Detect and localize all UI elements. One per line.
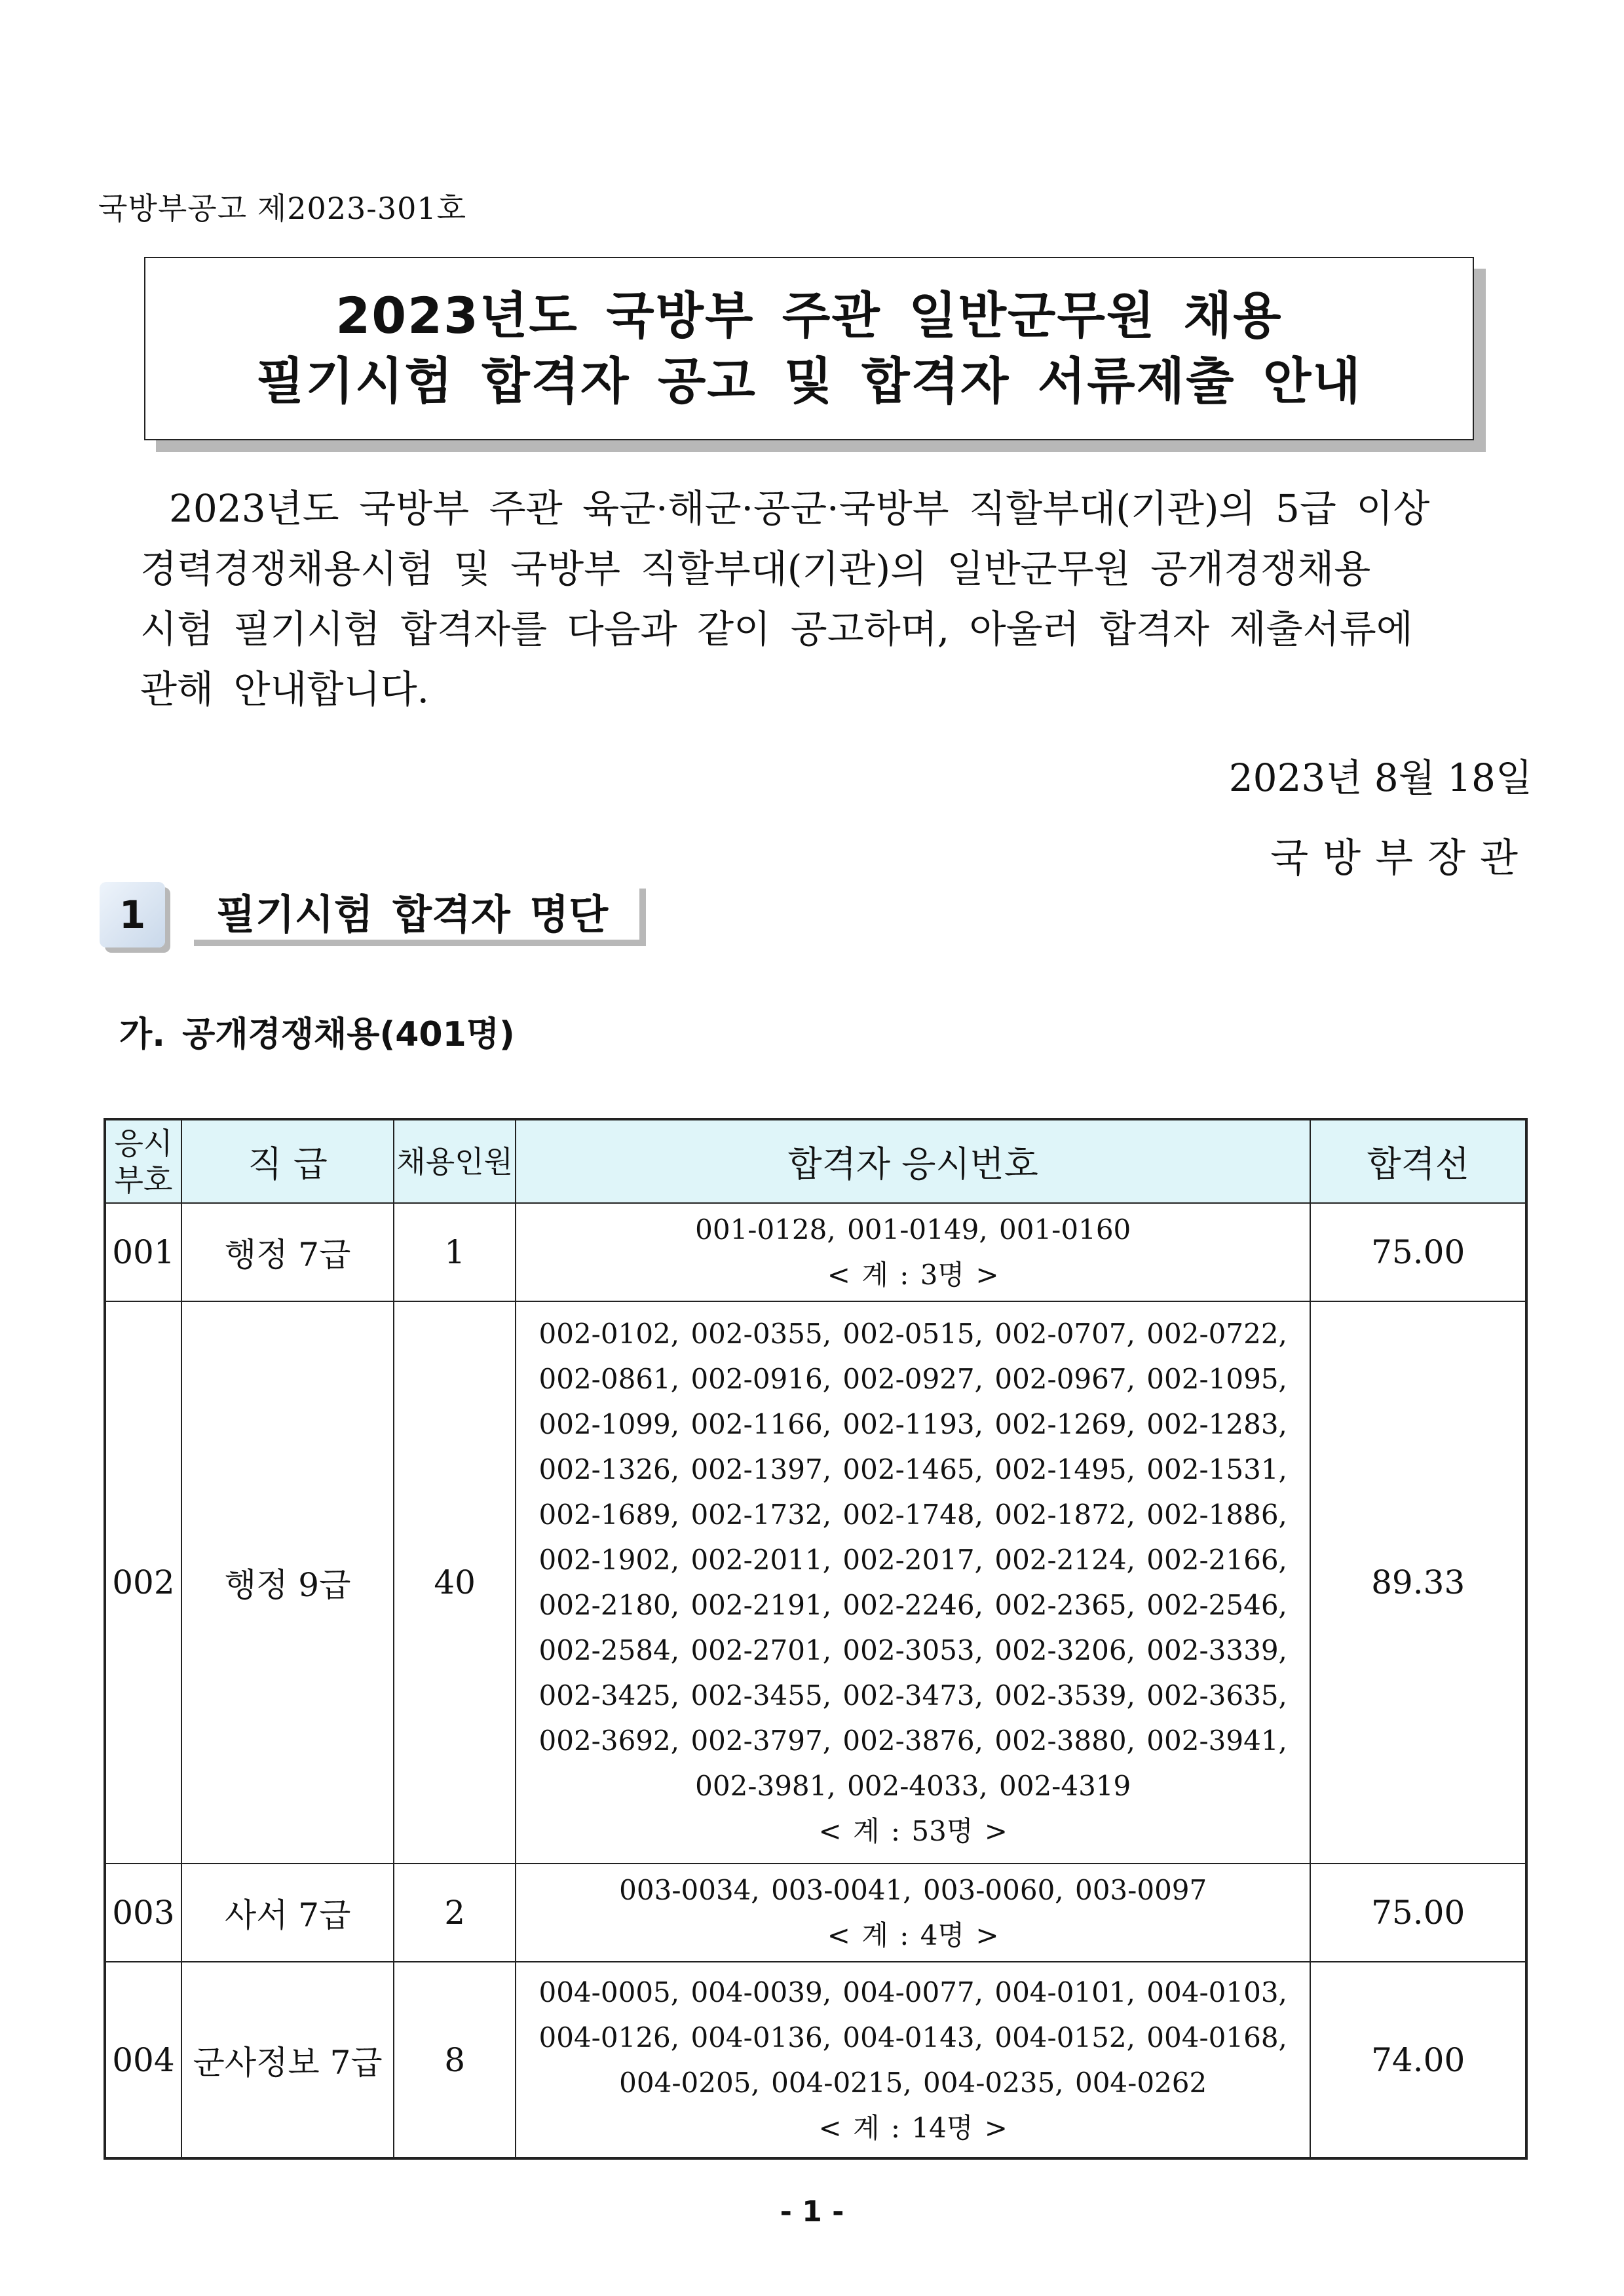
cell-numbers bbox=[516, 1301, 1310, 1864]
number-line: 002-3981, 002-4033, 002-4319 bbox=[695, 1770, 1131, 1802]
header-numbers: 합격자 응시번호 bbox=[516, 1119, 1310, 1203]
section-number-badge: 1 bbox=[100, 882, 165, 947]
intro-paragraph bbox=[140, 478, 1532, 719]
title-line-2: 필기시험 합격자 공고 및 합격자 서류제출 안내 bbox=[256, 352, 1362, 410]
cell-numbers bbox=[516, 1203, 1310, 1301]
intro-line: 경력경쟁채용시험 및 국방부 직할부대(기관)의 일반군무원 공개경쟁채용 bbox=[140, 546, 1371, 591]
title-box bbox=[144, 257, 1474, 440]
table-row bbox=[105, 1301, 1526, 1864]
header-code: 응시부호 bbox=[105, 1119, 181, 1203]
number-line: 002-2180, 002-2191, 002-2246, 002-2365, 002-2546, bbox=[538, 1589, 1287, 1621]
number-line: 002-1689, 002-1732, 002-1748, 002-1872, 002-1886, bbox=[538, 1499, 1287, 1531]
intro-line: 시험 필기시험 합격자를 다음과 같이 공고하며, 아울러 합격자 제출서류에 bbox=[140, 607, 1413, 651]
row-total: < 계 : 14명 > bbox=[818, 2111, 1008, 2144]
cell-quota: 8 bbox=[394, 1962, 516, 2158]
notice-date: 2023년 8월 18일 bbox=[1228, 756, 1532, 800]
cell-cutoff: 75.00 bbox=[1310, 1203, 1526, 1301]
cell-quota: 1 bbox=[394, 1203, 516, 1301]
number-line: 002-0861, 002-0916, 002-0927, 002-0967, 002-1095, bbox=[538, 1363, 1287, 1395]
page-number: - 1 - bbox=[780, 2195, 844, 2229]
cell-quota: 40 bbox=[394, 1301, 516, 1864]
cell-code: 003 bbox=[105, 1864, 181, 1962]
number-line: 002-1902, 002-2011, 002-2017, 002-2124, 002-2166, bbox=[538, 1544, 1287, 1576]
cell-cutoff: 75.00 bbox=[1310, 1864, 1526, 1962]
notice-number: 국방부공고 제2023-301호 bbox=[98, 191, 467, 226]
number-line: 004-0205, 004-0215, 004-0235, 004-0262 bbox=[619, 2066, 1207, 2099]
number-line: 002-3425, 002-3455, 002-3473, 002-3539, 002-3635, bbox=[538, 1679, 1287, 1712]
header-quota: 채용인원 bbox=[394, 1119, 516, 1203]
subsection-title: 가. 공개경쟁채용(401명) bbox=[119, 1015, 515, 1054]
number-line: 002-1326, 002-1397, 002-1465, 002-1495, 002-1531, bbox=[538, 1453, 1287, 1485]
number-line: 003-0034, 003-0041, 003-0060, 003-0097 bbox=[619, 1874, 1207, 1906]
intro-line: 2023년도 국방부 주관 육군·해군·공군·국방부 직할부대(기관)의 5급 이상 bbox=[169, 486, 1430, 531]
section-title: 필기시험 합격자 명단 bbox=[216, 890, 609, 938]
cell-grade: 사서 7급 bbox=[181, 1864, 394, 1962]
cell-code: 002 bbox=[105, 1301, 181, 1864]
number-line: 004-0126, 004-0136, 004-0143, 004-0152, 004-0168, bbox=[538, 2021, 1287, 2054]
cell-code: 004 bbox=[105, 1962, 181, 2158]
cell-code: 001 bbox=[105, 1203, 181, 1301]
header-grade: 직 급 bbox=[181, 1119, 394, 1203]
header-cutoff: 합격선 bbox=[1310, 1119, 1526, 1203]
signer: 국방부장관 bbox=[1270, 835, 1532, 881]
table-row bbox=[105, 1864, 1526, 1962]
cell-grade: 행정 7급 bbox=[181, 1203, 394, 1301]
cell-cutoff: 74.00 bbox=[1310, 1962, 1526, 2158]
number-line: 001-0128, 001-0149, 001-0160 bbox=[695, 1214, 1131, 1246]
number-line: 002-1099, 002-1166, 002-1193, 002-1269, 002-1283, bbox=[538, 1408, 1287, 1440]
cell-cutoff: 89.33 bbox=[1310, 1301, 1526, 1864]
table-header-row bbox=[105, 1119, 1526, 1203]
number-line: 002-0102, 002-0355, 002-0515, 002-0707, 002-0722, bbox=[538, 1318, 1287, 1350]
table-row bbox=[105, 1962, 1526, 2158]
cell-numbers bbox=[516, 1962, 1310, 2158]
cell-grade: 행정 9급 bbox=[181, 1301, 394, 1864]
cell-numbers bbox=[516, 1864, 1310, 1962]
title-line-1: 2023년도 국방부 주관 일반군무원 채용 bbox=[335, 286, 1283, 345]
row-total: < 계 : 4명 > bbox=[827, 1919, 999, 1951]
table-row bbox=[105, 1203, 1526, 1301]
row-total: < 계 : 53명 > bbox=[818, 1815, 1008, 1847]
intro-line: 관해 안내합니다. bbox=[140, 667, 430, 712]
number-line: 002-2584, 002-2701, 002-3053, 002-3206, 002-3339, bbox=[538, 1634, 1287, 1666]
row-total: < 계 : 3명 > bbox=[827, 1259, 999, 1291]
number-line: 004-0005, 004-0039, 004-0077, 004-0101, 004-0103, bbox=[538, 1976, 1287, 2008]
cell-grade: 군사정보 7급 bbox=[181, 1962, 394, 2158]
number-line: 002-3692, 002-3797, 002-3876, 002-3880, 002-3941, bbox=[538, 1725, 1287, 1757]
cell-quota: 2 bbox=[394, 1864, 516, 1962]
results-table bbox=[104, 1118, 1528, 2160]
